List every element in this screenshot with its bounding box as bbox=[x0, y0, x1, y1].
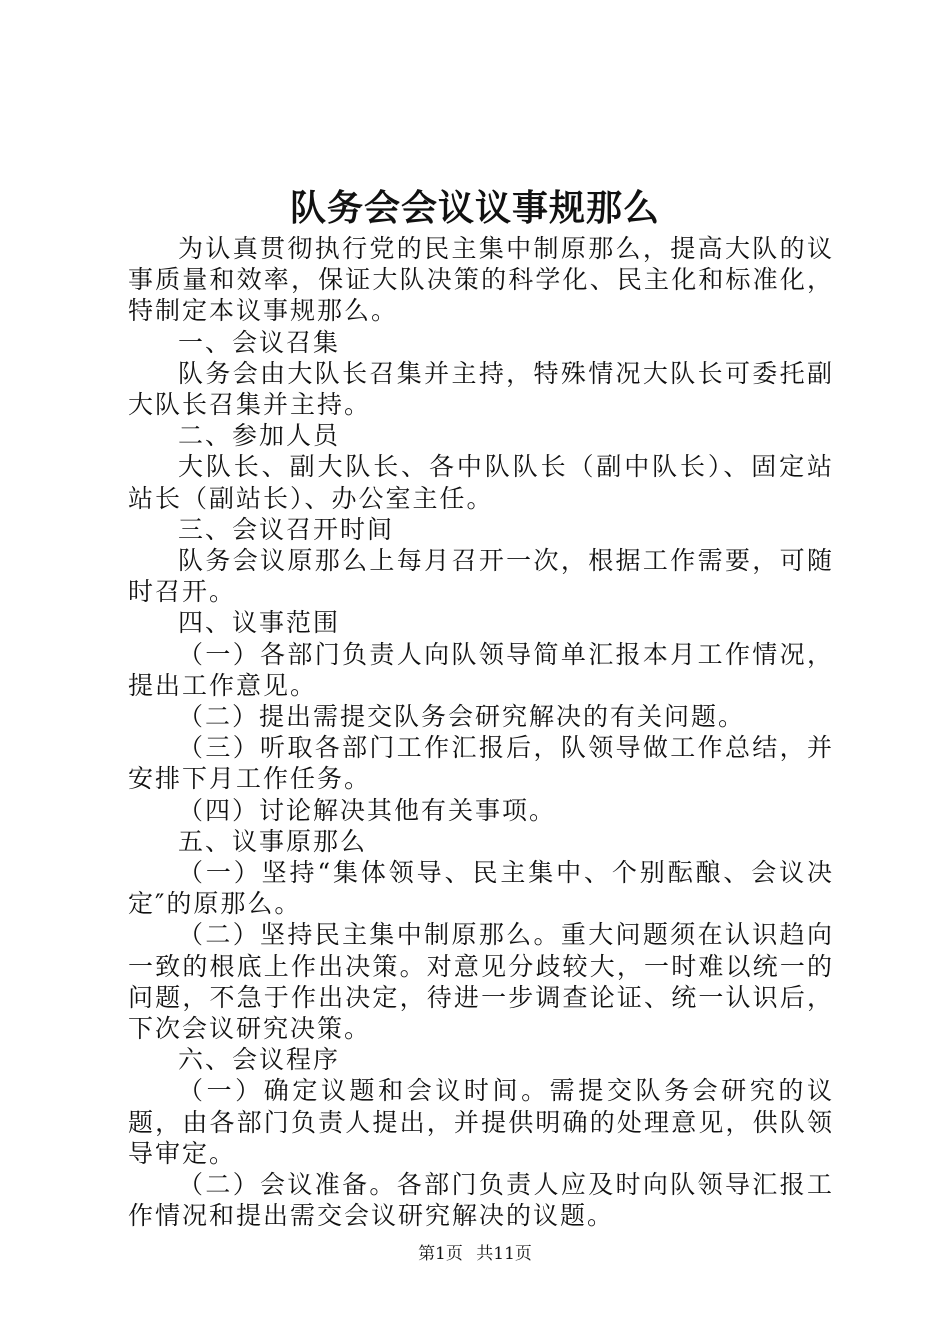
section-heading-3: 三、会议召开时间 bbox=[178, 514, 395, 544]
page-footer bbox=[0, 1243, 950, 1265]
list-item: （二）会议准备。各部门负责人应及时向队领导汇报工作情况和提出需交会议研究解决的议题。 bbox=[128, 1170, 834, 1231]
list-item: （一）坚持“集体领导、民主集中、个别酝酿、会议决定″的原那么。 bbox=[128, 858, 834, 919]
list-item: （三）听取各部门工作汇报后，队领导做工作总结，并安排下月工作任务。 bbox=[128, 733, 834, 794]
section-heading-4: 四、议事范围 bbox=[178, 608, 341, 638]
section-heading-2: 二、参加人员 bbox=[178, 421, 341, 451]
document-title: 队务会会议议事规那么 bbox=[289, 187, 660, 229]
page-number: 第1页 bbox=[418, 1244, 463, 1264]
list-item: （一）各部门负责人向队领导简单汇报本月工作情况，提出工作意见。 bbox=[128, 639, 834, 700]
paragraph: 大队长、副大队长、各中队队长（副中队长）、固定站站长（副站长）、办公室主任。 bbox=[128, 452, 834, 513]
list-item: （二）坚持民主集中制原那么。重大问题须在认识趋向一致的根底上作出决策。对意见分歧较大，一时难以统一的问题，不急于作出决定，待进一步调查论证、统一认识后，下次会议研究决策。 bbox=[128, 920, 834, 1044]
section-heading-1: 一、会议召集 bbox=[178, 327, 341, 357]
page-total: 共11页 bbox=[476, 1244, 532, 1264]
list-item: （二）提出需提交队务会研究解决的有关问题。 bbox=[178, 702, 746, 732]
paragraph: 队务会议原那么上每月召开一次，根据工作需要，可随时召开。 bbox=[128, 546, 834, 607]
paragraph: 队务会由大队长召集并主持，特殊情况大队长可委托副大队长召集并主持。 bbox=[128, 358, 834, 420]
list-item: （四）讨论解决其他有关事项。 bbox=[178, 795, 557, 825]
document-body bbox=[128, 233, 834, 1232]
section-heading-5: 五、议事原那么 bbox=[178, 826, 368, 856]
section-heading-6: 六、会议程序 bbox=[178, 1045, 341, 1075]
paragraph-intro: 为认真贯彻执行党的民主集中制原那么，提高大队的议事质量和效率，保证大队决策的科学化、民主化和标准化，特制定本议事规那么。 bbox=[128, 234, 834, 326]
list-item: （一）确定议题和会议时间。需提交队务会研究的议题，由各部门负责人提出，并提供明确的处理意见，供队领导审定。 bbox=[128, 1076, 834, 1168]
